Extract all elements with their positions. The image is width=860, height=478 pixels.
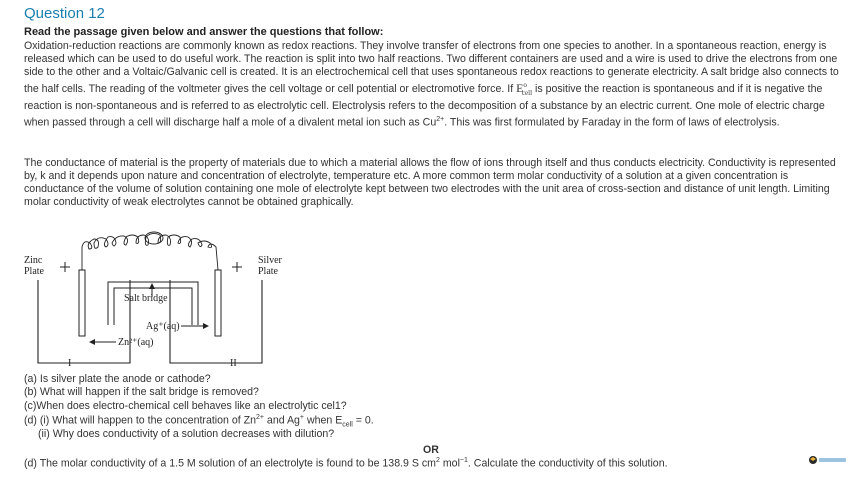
beaker-1-label: I [68, 358, 72, 369]
zinc-label-line-2: Plate [24, 266, 44, 277]
silver-label-line-1: Silver [258, 255, 282, 266]
zn-ion-label: Zn²⁺(aq) [118, 337, 154, 348]
passage-heading: Read the passage given below and answer the questions that follow: [24, 26, 384, 38]
left-arrow-icon [89, 339, 95, 345]
question-d-i: (d) (i) What will happen to the concentration of $Zn^{2+}$ and Ag+ when $E_{cell} = 0$. [24, 414, 374, 429]
question-d-alternative: (d) The molar conductivity of a 1.5 M solution of an electrolyte is found to be 138.9 S $cm^2$ mol$^{-1}$. Calculate the conductivity of this solution. [24, 457, 668, 470]
zinc-plate [79, 270, 85, 336]
right-arrow-icon [203, 323, 209, 329]
zinc-label-line-1: Zinc [24, 255, 43, 266]
up-arrow-icon [149, 283, 155, 289]
salt-bridge-label: Salt bridge [124, 293, 168, 304]
passage-paragraph-2: The conductance of material is the property of materials due to which a material allows the flow of ions through itself and thus conducts electricity. Conductivity is represented by, k and it depends upon nature and concentration of electrolyte, temperature etc. A more common term molar conductivity of a solution at a given concentration is conductance of the volume of solution containing one mole of electrolyte kept between two electrodes with the unit area of cross-section and distance of unit length. Limiting molar conductivity of weak electrolytes cannot be obtained graphically. [24, 157, 836, 208]
galvanic-cell-diagram [20, 225, 300, 375]
silver-label-line-2: Plate [258, 266, 278, 277]
question-b: (b) What will happen if the salt bridge is removed? [24, 386, 259, 398]
passage-paragraph-1: Oxidation-reduction reactions are commonly known as redox reactions. They involve transfer of electrons from one species to another. In a spontaneous reaction, energy is released which can be used to do useful work. The reaction is split into two half reactions. Two different containers are used and a wire is used to drive the electrons from one side to the other and a Voltaic/Galvanic cell is created. It is an electrochemical cell that uses spontaneous redox reactions to generate electricity. A salt bridge also connects to the half cells. The reading of the voltmeter gives the cell voltage or cell potential or electromotive force. If $E^o_{cell}$ is positive the reaction is spontaneous and if it is negative the reaction is non-spontaneous and is referred to as electrolytic cell. Electrolysis refers to the decomposition of a substance by an electric current. One mole of electric charge when passed through a cell will discharge half a mole of a divalent metal ion such as $Cu^{2+}$. This was first formulated by Faraday in the form of laws of electrolysis. [24, 40, 839, 129]
ecell-symbol: $E^o_{cell}$ [516, 81, 533, 98]
question-c: (c)When does electro-chemical cell behaves like an electrolytic cel1? [24, 400, 347, 412]
ag-ion-label: Ag⁺(aq) [146, 321, 180, 332]
question-a: (a) Is silver plate the anode or cathode? [24, 373, 211, 385]
coil-wire [82, 232, 218, 270]
silver-plate [215, 270, 221, 336]
beaker-2-label: II [230, 358, 237, 369]
question-d-ii: (ii) Why does conductivity of a solution decreases with dilution? [38, 428, 335, 440]
question-title: Question 12 [24, 5, 105, 22]
or-separator: OR [423, 444, 439, 456]
brand-logo-icon [808, 454, 848, 466]
